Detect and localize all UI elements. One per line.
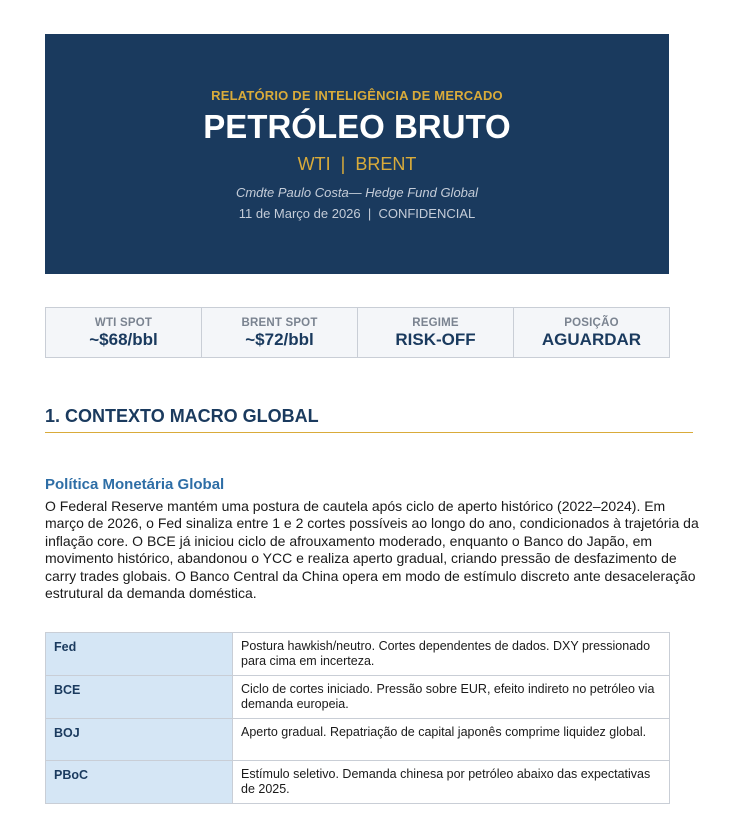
bank-description: Aperto gradual. Repatriação de capital japonês comprime liquidez global. — [233, 719, 670, 761]
bank-name: BOJ — [46, 719, 233, 761]
bank-name: BCE — [46, 676, 233, 719]
kpi-label: POSIÇÃO — [564, 317, 619, 329]
central-banks-table — [45, 632, 670, 804]
kpi-regime — [358, 308, 514, 357]
kpi-label: BRENT SPOT — [241, 317, 318, 329]
kpi-value: AGUARDAR — [541, 330, 642, 349]
bank-description: Ciclo de cortes iniciado. Pressão sobre EUR, efeito indireto no petróleo via demanda europeia. — [233, 676, 670, 719]
table-row — [46, 719, 670, 761]
section-divider — [45, 432, 693, 433]
report-header — [45, 34, 669, 274]
subsection-title: Política Monetária Global — [45, 476, 225, 493]
kpi-brent-spot — [202, 308, 358, 357]
kpi-value: RISK-OFF — [395, 330, 476, 349]
body-paragraph: O Federal Reserve mantém uma postura de cautela após ciclo de aperto histórico (2022–2024). Em março de 2026, o Fed sinaliza entre 1 e 2 cortes possíveis ao longo do ano, condicionados à trajetória da inflação core. O BCE já iniciou ciclo de afrouxamento moderado, enquanto o Banco do Japão, em movimento histórico, abandonou o YCC e realiza aperto gradual, criando pressão de desfazimento de carry trades globais. O Banco Central da China opera em modo de estímulo discreto ante desaceleração estrutural da demanda doméstica. — [45, 498, 699, 602]
report-title: PETRÓLEO BRUTO — [203, 108, 511, 145]
bank-name: Fed — [46, 633, 233, 676]
table-row — [46, 633, 670, 676]
bank-name: PBoC — [46, 761, 233, 804]
section-title: 1. CONTEXTO MACRO GLOBAL — [45, 406, 319, 426]
kpi-wti-spot — [46, 308, 202, 357]
kpi-position — [514, 308, 669, 357]
report-author: Cmdte Paulo Costa— Hedge Fund Global — [235, 185, 479, 200]
kpi-label: REGIME — [412, 317, 459, 329]
kpi-value: ~$68/bbl — [89, 330, 158, 349]
bank-description: Postura hawkish/neutro. Cortes dependentes de dados. DXY pressionado para cima em incerteza. — [233, 633, 670, 676]
table-row — [46, 676, 670, 719]
kpi-label: WTI SPOT — [94, 317, 153, 329]
kpi-bar — [45, 307, 670, 358]
report-kicker: RELATÓRIO DE INTELIGÊNCIA DE MERCADO — [211, 88, 503, 103]
bank-description: Estímulo seletivo. Demanda chinesa por petróleo abaixo das expectativas de 2025. — [233, 761, 670, 804]
report-subtitle: WTI | BRENT — [297, 154, 417, 174]
table-row — [46, 761, 670, 804]
kpi-value: ~$72/bbl — [245, 330, 314, 349]
report-date: 11 de Março de 2026 | CONFIDENCIAL — [238, 206, 476, 221]
